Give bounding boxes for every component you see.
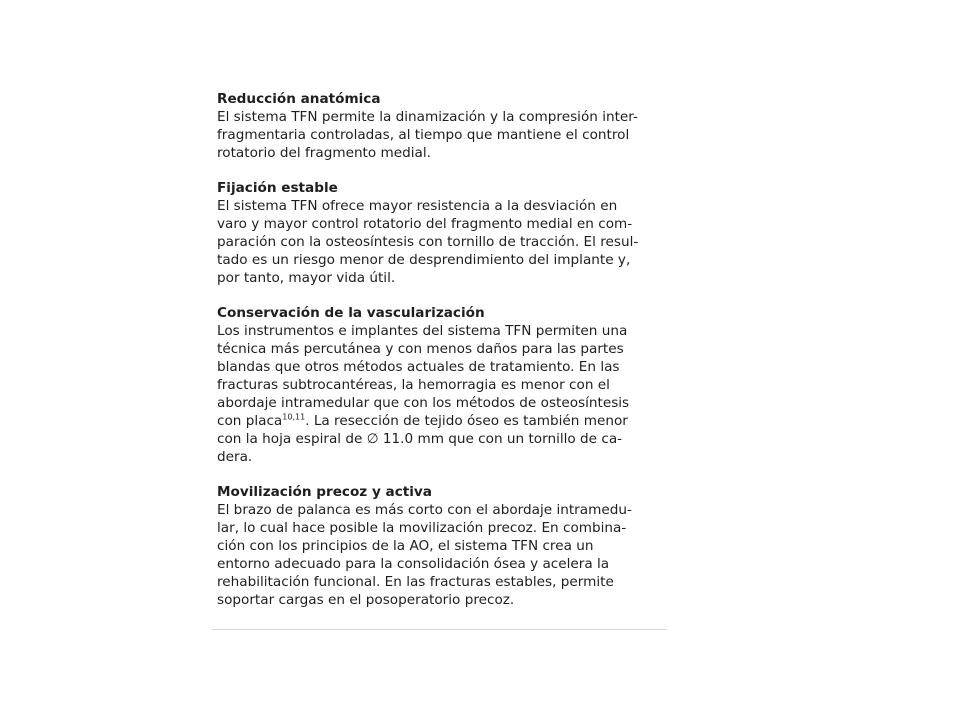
paragraph-line [217,573,667,591]
section-heading: Reducción anatómica [217,91,381,107]
paragraph-line [217,269,667,287]
paragraph-line [217,340,667,358]
paragraph-line [217,501,667,519]
paragraph-line [217,412,667,430]
text-run: blandas que otros métodos actuales de tratamiento. En las [217,359,620,375]
paragraph-line [217,144,667,162]
paragraph-line [217,233,667,251]
text-run: rehabilitación funcional. En las fracturas estables, permite [217,574,614,590]
paragraph-line [217,358,667,376]
paragraph-line [217,215,667,233]
paragraph-line [217,322,667,340]
text-run: paración con la osteosíntesis con tornillo de tracción. El resul- [217,234,639,250]
text-run: soportar cargas en el posoperatorio precoz. [217,592,515,608]
text-run: tado es un riesgo menor de desprendimiento del implante y, [217,252,631,268]
text-run: fragmentaria controladas, al tiempo que mantiene el control [217,127,630,143]
citation-superscript: 10,11 [282,412,306,422]
section [217,179,667,287]
section [217,304,667,466]
text-run: El sistema TFN ofrece mayor resistencia a la desviación en [217,198,618,214]
bottom-divider [212,629,667,630]
paragraph-line [217,537,667,555]
section-heading: Movilización precoz y activa [217,484,432,500]
paragraph-line [217,108,667,126]
paragraph-line [217,448,667,466]
text-run: por tanto, mayor vida útil. [217,270,396,286]
text-run: rotatorio del fragmento medial. [217,145,431,161]
text-run: lar, lo cual hace posible la movilización precoz. En combina- [217,520,627,536]
text-run: con la hoja espiral de ∅ 11.0 mm que con un tornillo de ca- [217,431,623,447]
section-heading: Conservación de la vascularización [217,305,485,321]
section-heading: Fijación estable [217,180,338,196]
text-run: fracturas subtrocantéreas, la hemorragia es menor con el [217,377,610,393]
document-body [217,90,667,626]
section [217,90,667,162]
section [217,483,667,609]
text-run: técnica más percutánea y con menos daños para las partes [217,341,624,357]
paragraph-line [217,394,667,412]
paragraph-line [217,555,667,573]
paragraph-line [217,591,667,609]
paragraph-line [217,430,667,448]
paragraph-line [217,376,667,394]
paragraph-line [217,126,667,144]
text-run: Los instrumentos e implantes del sistema TFN permiten una [217,323,628,339]
text-run: entorno adecuado para la consolidación ósea y acelera la [217,556,610,572]
paragraph-line [217,251,667,269]
text-run: dera. [217,449,253,465]
text-run: con placa [217,413,283,429]
text-run: . La resección de tejido óseo es también menor [305,413,628,429]
text-run: El sistema TFN permite la dinamización y la compresión inter- [217,109,638,125]
text-run: ción con los principios de la AO, el sistema TFN crea un [217,538,594,554]
text-run: El brazo de palanca es más corto con el abordaje intramedu- [217,502,632,518]
paragraph-line [217,519,667,537]
text-run: varo y mayor control rotatorio del fragmento medial en com- [217,216,633,232]
text-run: abordaje intramedular que con los métodos de osteosíntesis [217,395,630,411]
paragraph-line [217,197,667,215]
